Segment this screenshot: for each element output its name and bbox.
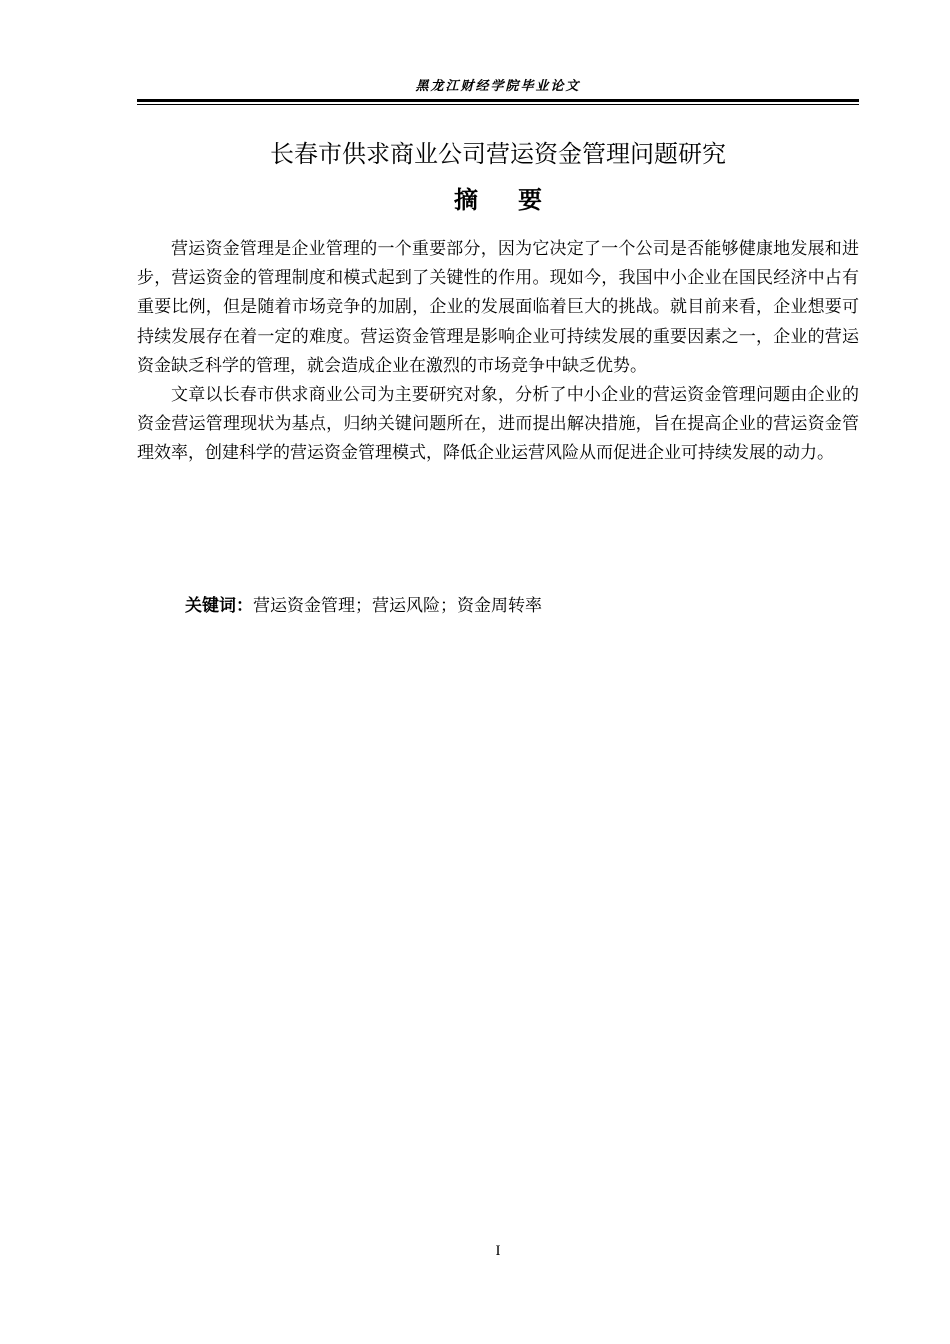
keywords-value: 营运资金管理；营运风险；资金周转率: [253, 596, 542, 616]
keywords-line: [185, 593, 542, 619]
keywords-label: 关键词：: [185, 596, 253, 616]
thesis-title: 长春市供求商业公司营运资金管理问题研究: [270, 140, 726, 168]
abstract-paragraph-2: 文章以长春市供求商业公司为主要研究对象，分析了中小企业的营运资金管理问题由企业的资金营运管理现状为基点，归纳关键问题所在，进而提出解决措施，旨在提高企业的营运资金管理效率，创建科学的营运资金管理模式，降低企业运营风险从而促进企业可持续发展的动力。: [137, 385, 859, 464]
page-number: I: [495, 1243, 501, 1259]
abstract-paragraph-1: 营运资金管理是企业管理的一个重要部分，因为它决定了一个公司是否能够健康地发展和进步，营运资金的管理制度和模式起到了关键性的作用。现如今，我国中小企业在国民经济中占有重要比例，但是随着市场竞争的加剧，企业的发展面临着巨大的挑战。就目前来看，企业想要可持续发展存在着一定的难度。营运资金管理是影响企业可持续发展的重要因素之一，企业的营运资金缺乏科学的管理，就会造成企业在激烈的市场竞争中缺乏优势。: [137, 239, 859, 376]
abstract-body: [137, 235, 859, 469]
header-rule-thick: [137, 99, 859, 102]
header-rule-thin: [137, 104, 859, 105]
abstract-heading: 摘要: [454, 186, 582, 214]
running-header: 黑龙江财经学院毕业论文: [415, 79, 581, 94]
